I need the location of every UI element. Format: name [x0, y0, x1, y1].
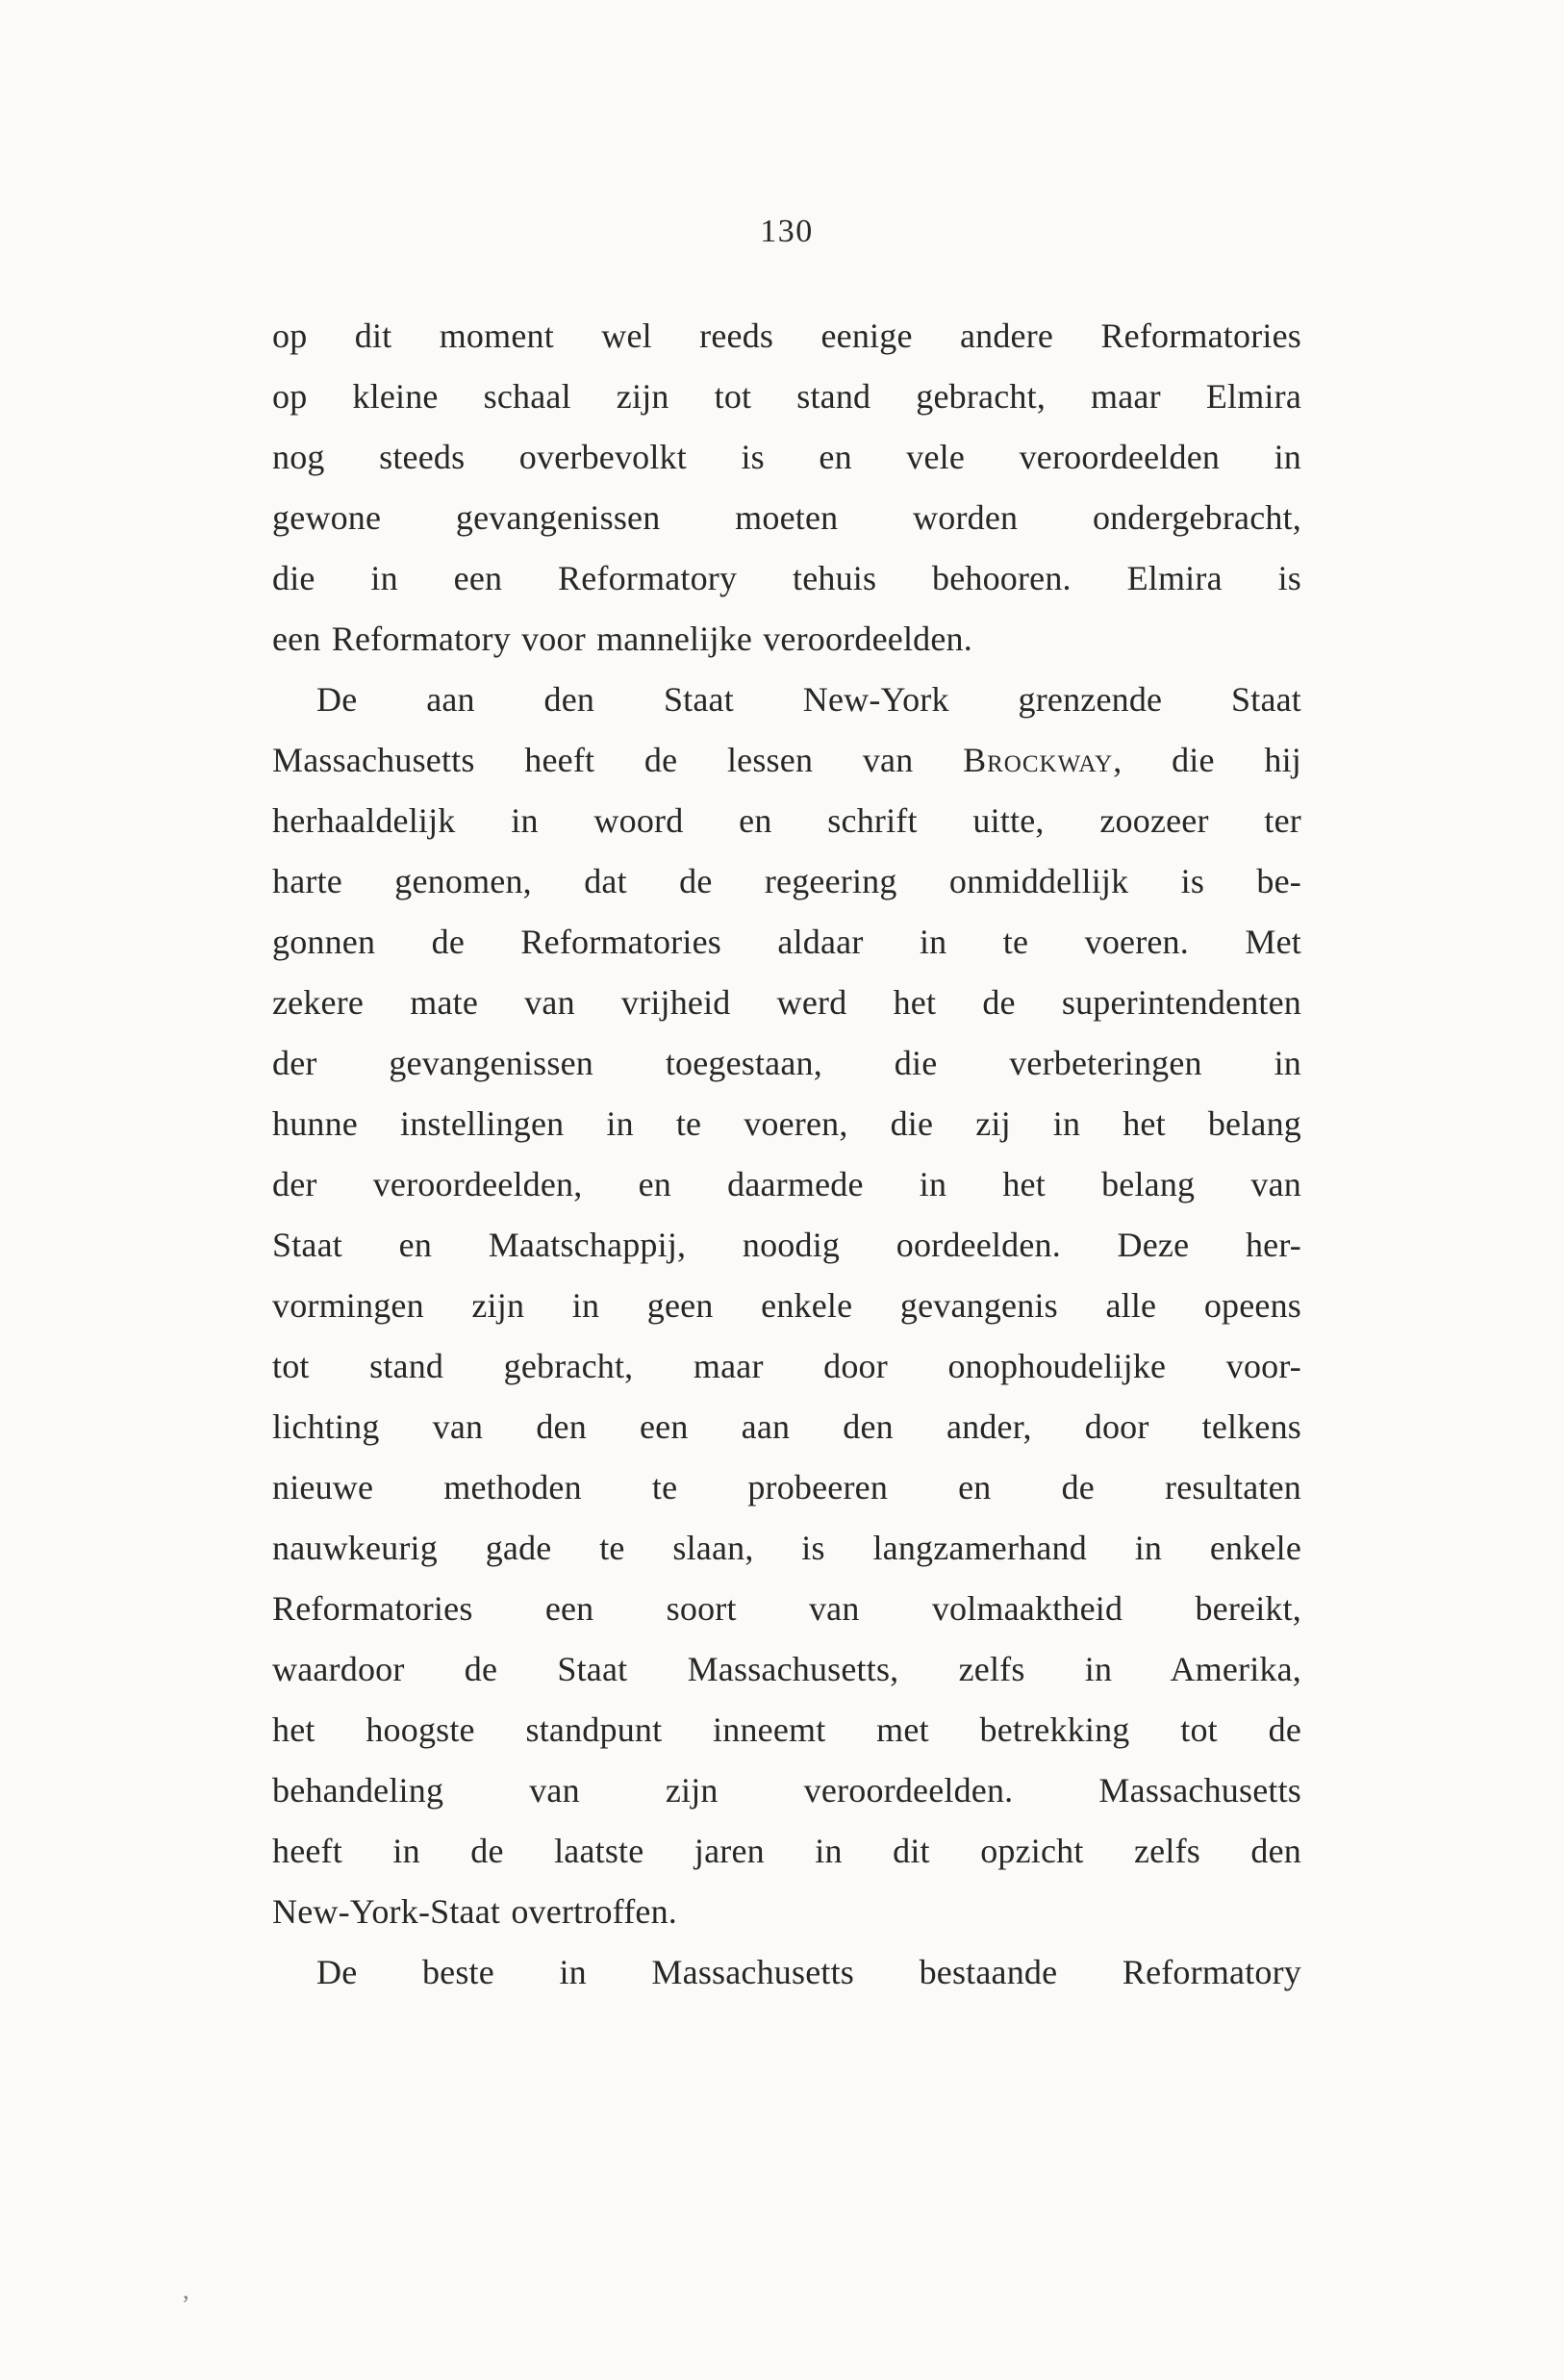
text-line: Staat en Maatschappij, noodig oordeelden. Deze her-: [272, 1226, 1301, 1264]
text-block: [272, 306, 1301, 2003]
text-line: behandeling van zijn veroordeelden. Massachusetts: [272, 1771, 1301, 1810]
text-line: die in een Reformatory tehuis behooren. Elmira is: [272, 559, 1301, 597]
text-line: harte genomen, dat de regeering onmiddellijk is be-: [272, 862, 1301, 900]
text-line: heeft in de laatste jaren in dit opzicht zelfs den: [272, 1832, 1301, 1870]
text-line: zekere mate van vrijheid werd het de superintendenten: [272, 983, 1301, 1022]
paragraph: [272, 670, 1301, 1942]
text-line: der veroordeelden, en daarmede in het belang van: [272, 1165, 1301, 1203]
text-line: een Reformatory voor mannelijke veroordeelden.: [272, 620, 972, 658]
scan-artifact-mark: ,: [183, 2276, 189, 2304]
text-line: nauwkeurig gade te slaan, is langzamerhand in enkele: [272, 1529, 1301, 1567]
text-line: vormingen zijn in geen enkele gevangenis alle opeens: [272, 1286, 1301, 1325]
text-line: nog steeds overbevolkt is en vele veroordeelden in: [272, 438, 1301, 476]
text-line: hunne instellingen in te voeren, die zij in het belang: [272, 1104, 1301, 1143]
text-line: De aan den Staat New-York grenzende Staat: [316, 680, 1301, 719]
text-line: lichting van den een aan den ander, door telkens: [272, 1407, 1301, 1446]
page-number: 130: [760, 214, 814, 249]
text-line: nieuwe methoden te probeeren en de resultaten: [272, 1468, 1301, 1506]
smallcaps-person-name: Brockway: [963, 741, 1114, 779]
text-line: der gevangenissen toegestaan, die verbeteringen in: [272, 1044, 1301, 1082]
text-line: New-York-Staat overtroffen.: [272, 1892, 677, 1931]
text-line: gonnen de Reformatories aldaar in te voeren. Met: [272, 923, 1301, 961]
paragraph: [272, 306, 1301, 670]
text-segment: , die hij: [1113, 741, 1301, 779]
text-line: gewone gevangenissen moeten worden ondergebracht,: [272, 498, 1301, 537]
text-segment: Massachusetts heeft de lessen van: [272, 741, 964, 779]
text-line: waardoor de Staat Massachusetts, zelfs in Amerika,: [272, 1650, 1301, 1688]
paragraph: [272, 1942, 1301, 2003]
text-line: De beste in Massachusetts bestaande Reformatory: [316, 1953, 1301, 1991]
text-line: Reformatories een soort van volmaaktheid bereikt,: [272, 1589, 1301, 1628]
text-line: op dit moment wel reeds eenige andere Reformatories: [272, 316, 1301, 355]
text-line: herhaaldelijk in woord en schrift uitte, zoozeer ter: [272, 801, 1301, 840]
text-line: tot stand gebracht, maar door onophoudelijke voor-: [272, 1347, 1301, 1385]
text-line: het hoogste standpunt inneemt met betrekking tot de: [272, 1710, 1301, 1749]
text-line: op kleine schaal zijn tot stand gebracht, maar Elmira: [272, 377, 1301, 416]
text-line: [272, 730, 1301, 791]
